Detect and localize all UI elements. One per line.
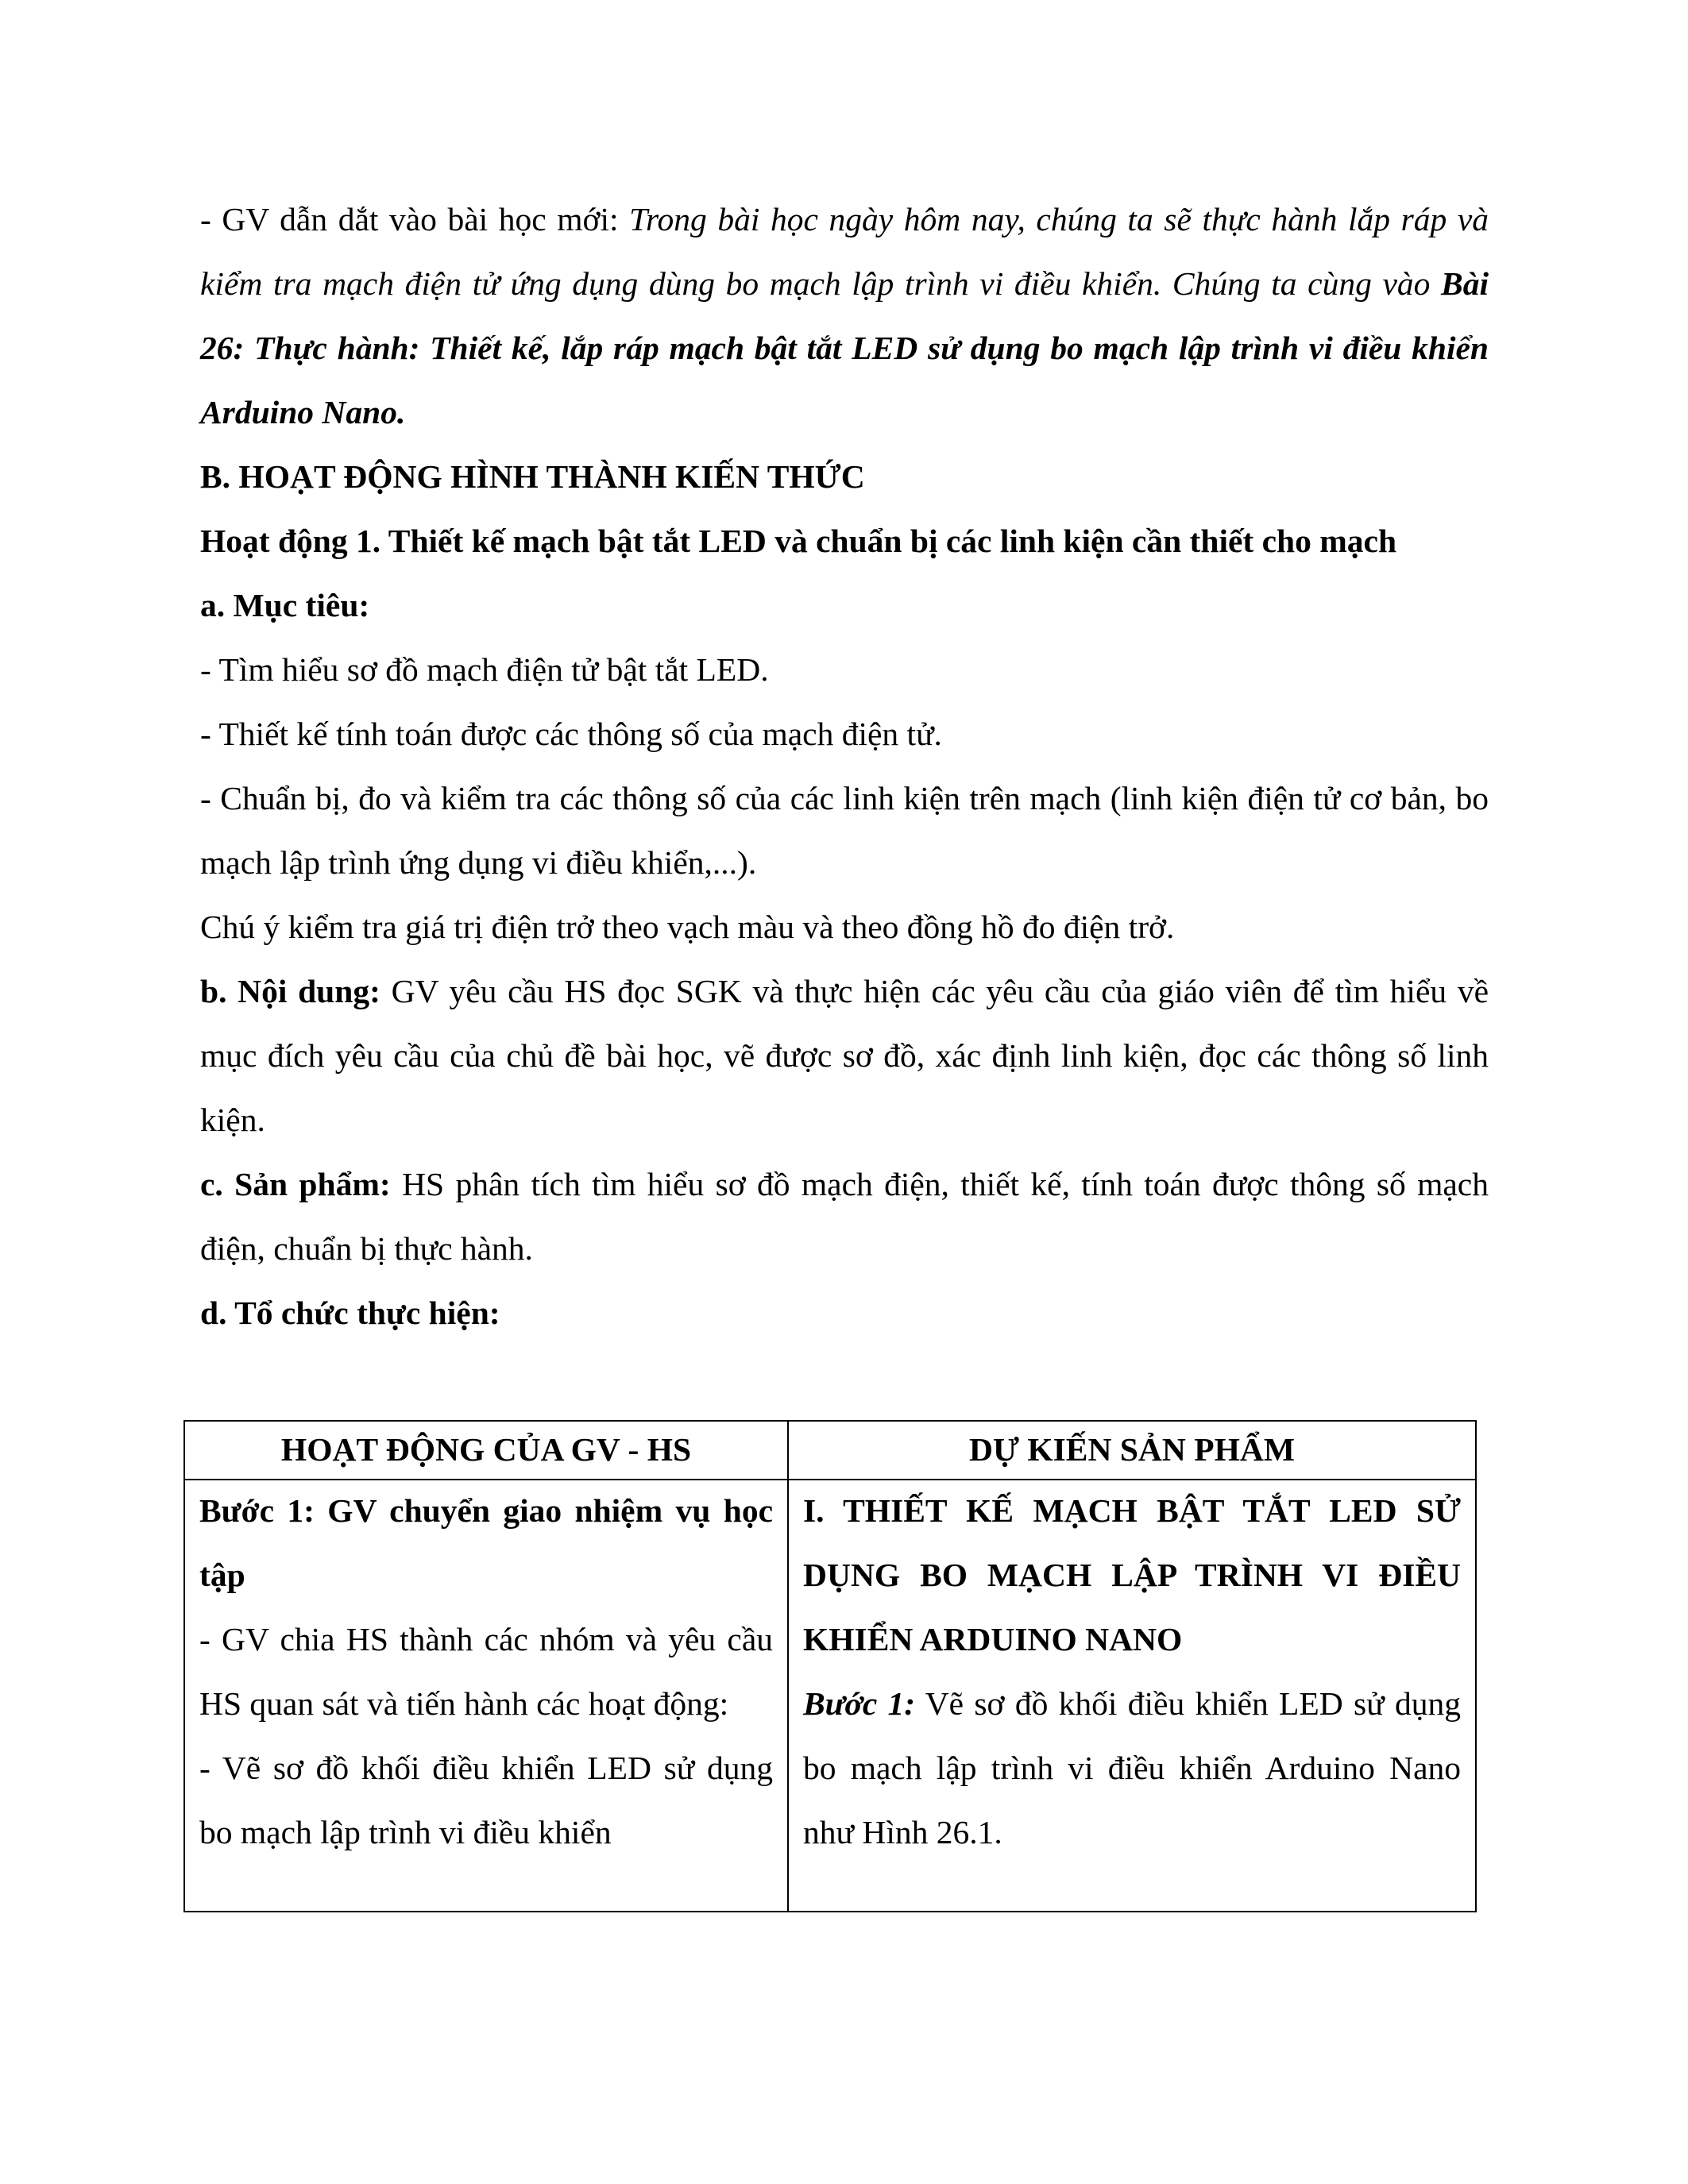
organize-label: d. Tổ chức thực hiện: — [200, 1295, 500, 1331]
content-label: b. Nội dung: — [200, 973, 380, 1009]
header-expected-product: DỰ KIẾN SẢN PHẨM — [788, 1421, 1476, 1480]
product-section-title: I. THIẾT KẾ MẠCH BẬT TẮT LED SỬ DỤNG BO MẠCH LẬP TRÌNH VI ĐIỀU KHIỂN ARDUINO NANO — [803, 1492, 1461, 1657]
activity1-heading: Hoạt động 1. Thiết kế mạch bật tắt LED và chuẩn bị các linh kiện cần thiết cho mạch — [200, 523, 1397, 559]
step1-title: Bước 1: GV chuyển giao nhiệm vụ học tập — [199, 1492, 773, 1593]
product-step-label: Bước 1: — [803, 1685, 916, 1722]
content-paragraph — [200, 959, 1489, 1152]
cell-expected-product — [788, 1480, 1476, 1912]
activity-line: - GV chia HS thành các nhóm và yêu cầu HS quan sát và tiến hành các hoạt động: — [199, 1621, 773, 1722]
section-b-heading: B. HOẠT ĐỘNG HÌNH THÀNH KIẾN THỨC — [200, 458, 865, 495]
header-activities: HOẠT ĐỘNG CỦA GV - HS — [184, 1421, 788, 1480]
product-step-text: Vẽ sơ đồ khối điều khiển LED sử dụng bo mạch lập trình vi điều khiển Arduino Nano như Hình 26.1. — [803, 1685, 1461, 1850]
intro-italic-text: Trong bài học ngày hôm nay, chúng ta sẽ thực hành lắp ráp và kiểm tra mạch điện tử ứng dụng dùng bo mạch lập trình vi điều khiển. Chúng ta cùng vào — [200, 201, 1489, 302]
activity-table — [183, 1420, 1477, 1912]
content-text: GV yêu cầu HS đọc SGK và thực hiện các yêu cầu của giáo viên để tìm hiểu về mục đích yêu cầu của chủ đề bài học, vẽ được sơ đồ, xác định linh kiện, đọc các thông số linh kiện. — [200, 973, 1489, 1138]
goals-label: a. Mục tiêu: — [200, 587, 370, 623]
goal-item: - Chuẩn bị, đo và kiểm tra các thông số của các linh kiện trên mạch (linh kiện điện tử cơ bản, bo mạch lập trình ứng dụng vi điều khiển,...). — [200, 780, 1489, 881]
goal-note: Chú ý kiểm tra giá trị điện trở theo vạch màu và theo đồng hồ đo điện trở. — [200, 909, 1175, 945]
activity-line: - Vẽ sơ đồ khối điều khiển LED sử dụng bo mạch lập trình vi điều khiển — [199, 1750, 773, 1850]
document-body — [200, 187, 1489, 1345]
cell-activities — [184, 1480, 788, 1912]
table-header-row — [184, 1421, 1476, 1480]
table-row — [184, 1480, 1476, 1912]
intro-paragraph — [200, 187, 1489, 445]
product-text: HS phân tích tìm hiểu sơ đồ mạch điện, thiết kế, tính toán được thông số mạch điện, chuẩn bị thực hành. — [200, 1166, 1489, 1267]
lesson-title: Bài 26: Thực hành: Thiết kế, lắp ráp mạch bật tắt LED sử dụng bo mạch lập trình vi điều khiển Arduino Nano. — [200, 265, 1489, 430]
goal-item: - Tìm hiểu sơ đồ mạch điện tử bật tắt LED. — [200, 651, 769, 688]
goal-item: - Thiết kế tính toán được các thông số của mạch điện tử. — [200, 716, 942, 752]
product-label: c. Sản phẩm: — [200, 1166, 391, 1202]
intro-prefix: - GV dẫn dắt vào bài học mới: — [200, 201, 630, 237]
product-paragraph — [200, 1152, 1489, 1281]
product-step-paragraph — [803, 1672, 1461, 1865]
